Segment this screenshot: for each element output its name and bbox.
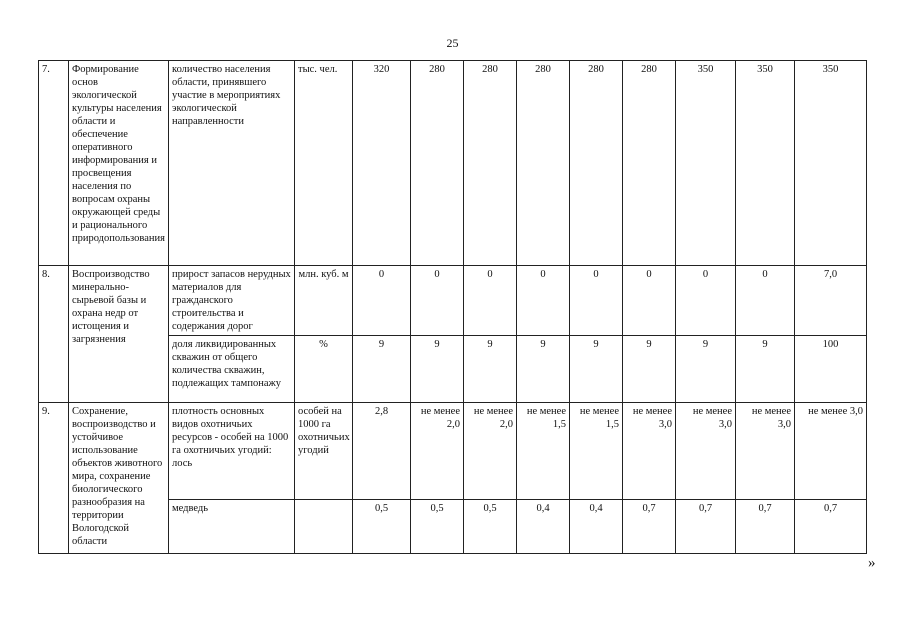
value-cell: 350 — [736, 61, 795, 266]
indicator-name-cell: плотность основных видов охотничьих ресурсов - особей на 1000 га охотничьих угодий: лось — [169, 403, 295, 500]
value-cell: не менее 1,5 — [517, 403, 570, 500]
unit-cell: особей на 1000 га охотничьих угодий — [295, 403, 353, 500]
goal-cell: Воспроизводство минерально-сырьевой базы и охрана недр от истощения и загрязнения — [69, 266, 169, 403]
value-cell: 9 — [736, 336, 795, 403]
value-cell: 280 — [411, 61, 464, 266]
value-cell: 280 — [517, 61, 570, 266]
table-row — [39, 61, 867, 266]
value-cell: 0,5 — [353, 500, 411, 554]
value-cell: 9 — [570, 336, 623, 403]
unit-cell: тыс. чел. — [295, 61, 353, 266]
value-cell: не менее 1,5 — [570, 403, 623, 500]
value-cell: 280 — [464, 61, 517, 266]
value-cell: не менее 3,0 — [623, 403, 676, 500]
value-cell: 0,5 — [464, 500, 517, 554]
value-cell: 9 — [464, 336, 517, 403]
row-number: 8. — [39, 266, 69, 403]
value-cell: 0 — [353, 266, 411, 336]
unit-cell: млн. куб. м — [295, 266, 353, 336]
value-cell: 0,7 — [795, 500, 867, 554]
value-cell: 9 — [411, 336, 464, 403]
unit-cell — [295, 500, 353, 554]
value-cell: 0 — [570, 266, 623, 336]
row-number: 9. — [39, 403, 69, 554]
table-row — [39, 403, 867, 500]
table-row — [39, 266, 867, 336]
value-cell: не менее 2,0 — [464, 403, 517, 500]
value-cell: 100 — [795, 336, 867, 403]
page-number: 25 — [446, 36, 459, 50]
value-cell: 280 — [623, 61, 676, 266]
value-cell: не менее 3,0 — [676, 403, 736, 500]
indicator-name-cell: количество населения области, принявшего участие в мероприятиях экологической направленности — [169, 61, 295, 266]
value-cell: 2,8 — [353, 403, 411, 500]
indicator-name-cell: прирост запасов нерудных материалов для гражданского строительства и содержания дорог — [169, 266, 295, 336]
goal-cell: Сохранение, воспроизводство и устойчивое использование объектов животного мира, сохранение биологического разнообразия на территории Вологодской области — [69, 403, 169, 554]
value-cell: 0 — [736, 266, 795, 336]
value-cell: 0 — [411, 266, 464, 336]
indicator-name-cell: доля ликвидированных скважин от общего количества скважин, подлежащих тампонажу — [169, 336, 295, 403]
value-cell: 9 — [676, 336, 736, 403]
goal-cell: Формирование основ экологической культуры населения области и обеспечение оперативного информирования и просвещения населения по вопросам охраны окружающей среды и рационального природопользования — [69, 61, 169, 266]
value-cell: 0,7 — [736, 500, 795, 554]
value-cell: 0,4 — [517, 500, 570, 554]
indicators-table — [38, 60, 867, 554]
value-cell: не менее 3,0 — [736, 403, 795, 500]
value-cell: 0,4 — [570, 500, 623, 554]
value-cell: не менее 2,0 — [411, 403, 464, 500]
value-cell: 9 — [623, 336, 676, 403]
value-cell: 280 — [570, 61, 623, 266]
value-cell: 350 — [676, 61, 736, 266]
value-cell: 0 — [623, 266, 676, 336]
continuation-mark: » — [868, 555, 876, 571]
value-cell: 350 — [795, 61, 867, 266]
value-cell: не менее 3,0 — [795, 403, 867, 500]
value-cell: 0,5 — [411, 500, 464, 554]
value-cell: 0 — [517, 266, 570, 336]
value-cell: 320 — [353, 61, 411, 266]
value-cell: 0,7 — [676, 500, 736, 554]
row-number: 7. — [39, 61, 69, 266]
indicator-name-cell: медведь — [169, 500, 295, 554]
value-cell: 7,0 — [795, 266, 867, 336]
unit-cell: % — [295, 336, 353, 403]
value-cell: 9 — [353, 336, 411, 403]
value-cell: 0 — [464, 266, 517, 336]
value-cell: 0 — [676, 266, 736, 336]
value-cell: 0,7 — [623, 500, 676, 554]
value-cell: 9 — [517, 336, 570, 403]
